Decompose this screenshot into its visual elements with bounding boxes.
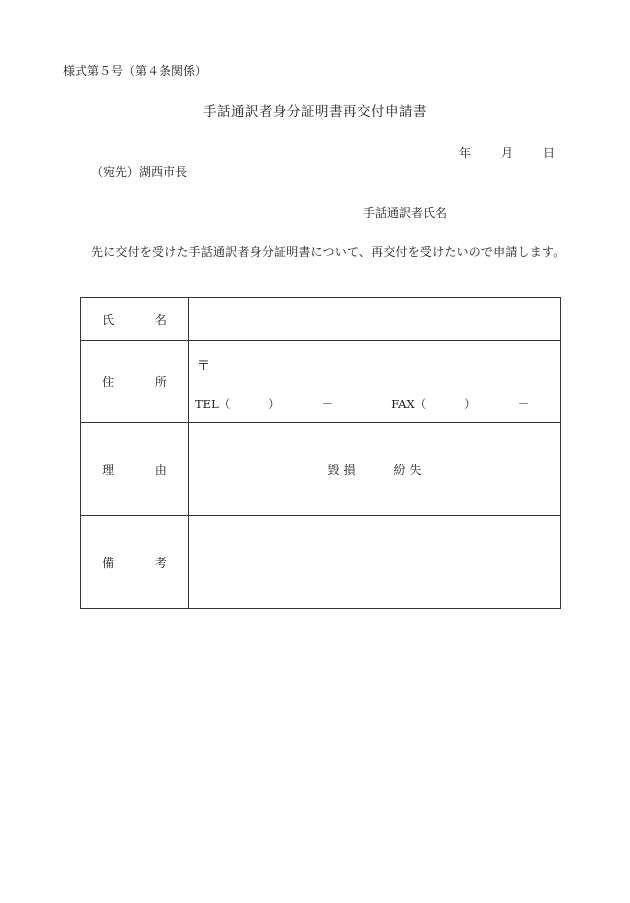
phone-fax-line bbox=[195, 396, 529, 412]
fax-close: ） bbox=[464, 397, 476, 411]
applicant-name-label: 手話通訳者氏名 bbox=[363, 206, 448, 220]
tel-label: TEL（ bbox=[195, 397, 231, 411]
reason-option-damaged[interactable]: 毀 損 bbox=[327, 462, 356, 477]
address-label: 住 所 bbox=[102, 375, 182, 389]
fax-label: FAX（ bbox=[391, 397, 427, 411]
address-label-cell bbox=[81, 341, 189, 423]
date-line bbox=[459, 144, 555, 161]
remarks-label: 備 考 bbox=[102, 555, 182, 570]
form-number: 様式第５号（第４条関係） bbox=[63, 64, 208, 78]
name-label: 氏 名 bbox=[102, 312, 182, 327]
addressee: （宛先）湖西市長 bbox=[91, 165, 188, 179]
fax-dash: － bbox=[517, 397, 530, 411]
reason-label-cell bbox=[81, 423, 189, 516]
name-field[interactable] bbox=[189, 298, 561, 341]
postal-mark: 〒 bbox=[197, 359, 211, 374]
reason-option-lost[interactable]: 紛 失 bbox=[393, 462, 422, 477]
remarks-label-cell bbox=[81, 516, 189, 609]
request-statement: 先に交付を受けた手話通訳者身分証明書について、再交付を受けたいので申請します。 bbox=[91, 245, 566, 259]
reason-field bbox=[189, 423, 561, 516]
date-month-label: 月 bbox=[501, 146, 514, 160]
date-day-label: 日 bbox=[543, 146, 556, 160]
date-year-label: 年 bbox=[459, 146, 472, 160]
name-label-cell bbox=[81, 298, 189, 341]
remarks-field[interactable] bbox=[189, 516, 561, 609]
application-table bbox=[80, 297, 561, 609]
table-row-reason bbox=[81, 423, 561, 516]
table-row-address bbox=[81, 341, 561, 423]
table-row-remarks bbox=[81, 516, 561, 609]
tel-dash: － bbox=[321, 397, 334, 411]
reason-label: 理 由 bbox=[102, 462, 182, 477]
address-field[interactable] bbox=[189, 341, 561, 423]
table-row-name bbox=[81, 298, 561, 341]
document-title: 手話通訳者身分証明書再交付申請書 bbox=[203, 104, 427, 120]
tel-close: ） bbox=[268, 397, 280, 411]
